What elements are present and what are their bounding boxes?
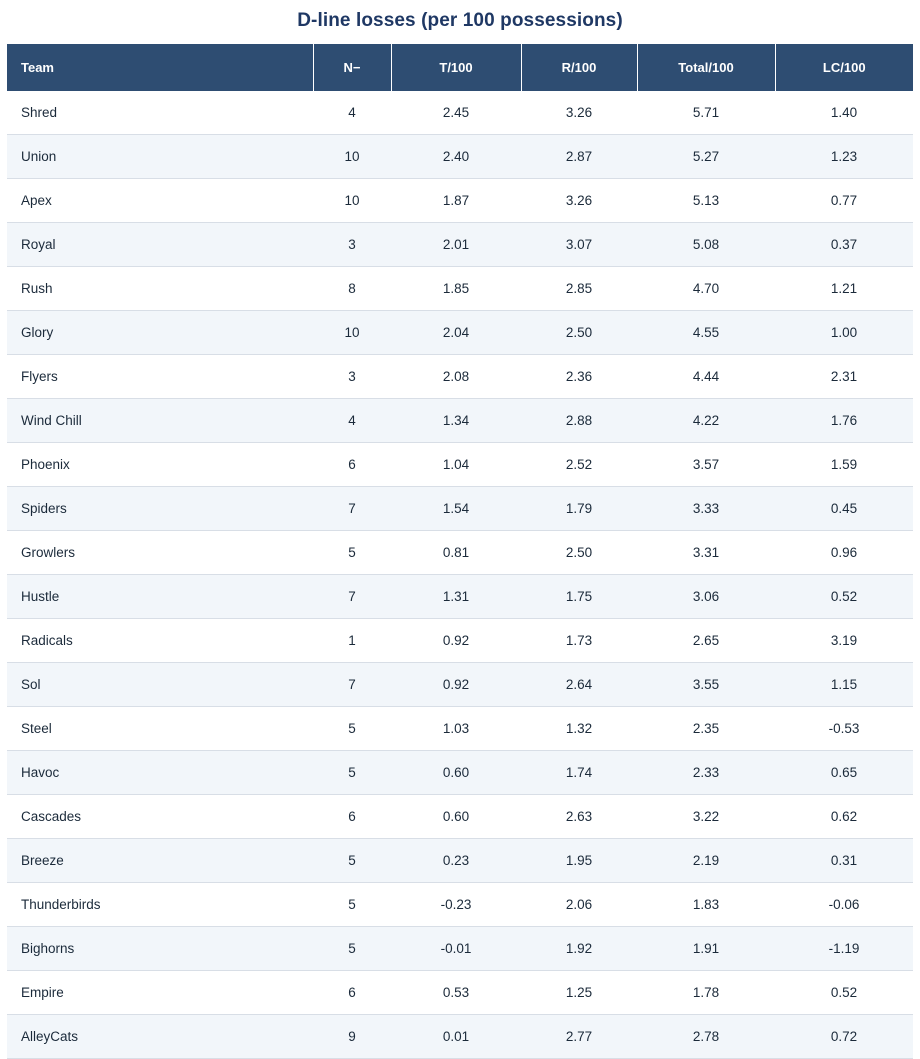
cell-team: Union bbox=[7, 135, 313, 179]
cell-total100: 3.22 bbox=[637, 795, 775, 839]
cell-t100: 1.03 bbox=[391, 707, 521, 751]
cell-team: Bighorns bbox=[7, 927, 313, 971]
cell-r100: 2.63 bbox=[521, 795, 637, 839]
cell-t100: 2.45 bbox=[391, 91, 521, 135]
table-header-row bbox=[7, 44, 913, 91]
cell-team: AlleyCats bbox=[7, 1015, 313, 1059]
cell-total100: 5.08 bbox=[637, 223, 775, 267]
cell-n: 5 bbox=[313, 839, 391, 883]
table-row bbox=[7, 883, 913, 927]
cell-lc100: -0.53 bbox=[775, 707, 913, 751]
cell-r100: 1.74 bbox=[521, 751, 637, 795]
cell-n: 5 bbox=[313, 531, 391, 575]
cell-team: Apex bbox=[7, 179, 313, 223]
cell-team: Royal bbox=[7, 223, 313, 267]
cell-r100: 3.26 bbox=[521, 91, 637, 135]
cell-t100: 2.40 bbox=[391, 135, 521, 179]
cell-total100: 2.65 bbox=[637, 619, 775, 663]
cell-t100: 0.23 bbox=[391, 839, 521, 883]
cell-r100: 3.07 bbox=[521, 223, 637, 267]
cell-n: 1 bbox=[313, 619, 391, 663]
cell-t100: 2.01 bbox=[391, 223, 521, 267]
cell-t100: 1.34 bbox=[391, 399, 521, 443]
cell-lc100: -1.19 bbox=[775, 927, 913, 971]
cell-team: Growlers bbox=[7, 531, 313, 575]
cell-lc100: 0.62 bbox=[775, 795, 913, 839]
cell-total100: 4.44 bbox=[637, 355, 775, 399]
cell-lc100: 1.15 bbox=[775, 663, 913, 707]
cell-r100: 2.87 bbox=[521, 135, 637, 179]
page-title: D-line losses (per 100 possessions) bbox=[297, 10, 623, 31]
cell-t100: 0.92 bbox=[391, 663, 521, 707]
table-row bbox=[7, 355, 913, 399]
cell-r100: 1.95 bbox=[521, 839, 637, 883]
table-row bbox=[7, 487, 913, 531]
table-row bbox=[7, 267, 913, 311]
cell-t100: 0.01 bbox=[391, 1015, 521, 1059]
cell-t100: 0.60 bbox=[391, 795, 521, 839]
cell-team: Rush bbox=[7, 267, 313, 311]
cell-n: 3 bbox=[313, 355, 391, 399]
cell-lc100: 1.59 bbox=[775, 443, 913, 487]
table-row bbox=[7, 223, 913, 267]
cell-t100: 1.54 bbox=[391, 487, 521, 531]
cell-team: Phoenix bbox=[7, 443, 313, 487]
cell-total100: 2.19 bbox=[637, 839, 775, 883]
cell-total100: 4.55 bbox=[637, 311, 775, 355]
cell-team: Shred bbox=[7, 91, 313, 135]
cell-team: Cascades bbox=[7, 795, 313, 839]
cell-team: Thunderbirds bbox=[7, 883, 313, 927]
cell-r100: 2.88 bbox=[521, 399, 637, 443]
cell-total100: 5.71 bbox=[637, 91, 775, 135]
cell-lc100: 0.77 bbox=[775, 179, 913, 223]
cell-n: 7 bbox=[313, 663, 391, 707]
cell-t100: 0.53 bbox=[391, 971, 521, 1015]
cell-n: 8 bbox=[313, 267, 391, 311]
cell-lc100: 0.52 bbox=[775, 575, 913, 619]
table-row bbox=[7, 751, 913, 795]
cell-team: Sol bbox=[7, 663, 313, 707]
cell-team: Havoc bbox=[7, 751, 313, 795]
cell-team: Empire bbox=[7, 971, 313, 1015]
cell-r100: 2.64 bbox=[521, 663, 637, 707]
cell-lc100: -0.06 bbox=[775, 883, 913, 927]
cell-total100: 4.70 bbox=[637, 267, 775, 311]
cell-lc100: 0.72 bbox=[775, 1015, 913, 1059]
cell-total100: 4.22 bbox=[637, 399, 775, 443]
cell-r100: 1.32 bbox=[521, 707, 637, 751]
cell-n: 7 bbox=[313, 575, 391, 619]
cell-team: Steel bbox=[7, 707, 313, 751]
cell-t100: 1.31 bbox=[391, 575, 521, 619]
cell-t100: 1.85 bbox=[391, 267, 521, 311]
cell-team: Wind Chill bbox=[7, 399, 313, 443]
cell-lc100: 0.31 bbox=[775, 839, 913, 883]
cell-t100: 1.87 bbox=[391, 179, 521, 223]
cell-r100: 1.92 bbox=[521, 927, 637, 971]
cell-n: 7 bbox=[313, 487, 391, 531]
cell-total100: 5.13 bbox=[637, 179, 775, 223]
cell-r100: 2.06 bbox=[521, 883, 637, 927]
table-row bbox=[7, 707, 913, 751]
cell-r100: 1.75 bbox=[521, 575, 637, 619]
cell-n: 10 bbox=[313, 179, 391, 223]
cell-lc100: 2.31 bbox=[775, 355, 913, 399]
cell-n: 3 bbox=[313, 223, 391, 267]
cell-lc100: 0.96 bbox=[775, 531, 913, 575]
cell-r100: 1.79 bbox=[521, 487, 637, 531]
cell-total100: 5.27 bbox=[637, 135, 775, 179]
cell-lc100: 1.23 bbox=[775, 135, 913, 179]
cell-t100: 0.60 bbox=[391, 751, 521, 795]
cell-lc100: 1.00 bbox=[775, 311, 913, 355]
cell-total100: 3.57 bbox=[637, 443, 775, 487]
cell-n: 6 bbox=[313, 971, 391, 1015]
cell-t100: 1.04 bbox=[391, 443, 521, 487]
cell-lc100: 1.76 bbox=[775, 399, 913, 443]
cell-lc100: 1.40 bbox=[775, 91, 913, 135]
cell-t100: -0.23 bbox=[391, 883, 521, 927]
table-row bbox=[7, 927, 913, 971]
cell-n: 6 bbox=[313, 795, 391, 839]
column-header-n[interactable]: N− bbox=[313, 44, 391, 91]
table-row bbox=[7, 1015, 913, 1059]
cell-n: 5 bbox=[313, 927, 391, 971]
cell-total100: 3.06 bbox=[637, 575, 775, 619]
table-row bbox=[7, 839, 913, 883]
table-header bbox=[7, 44, 913, 91]
table-row bbox=[7, 91, 913, 135]
cell-r100: 2.36 bbox=[521, 355, 637, 399]
cell-r100: 1.73 bbox=[521, 619, 637, 663]
cell-total100: 1.91 bbox=[637, 927, 775, 971]
cell-t100: 2.04 bbox=[391, 311, 521, 355]
cell-total100: 3.55 bbox=[637, 663, 775, 707]
cell-team: Spiders bbox=[7, 487, 313, 531]
cell-team: Flyers bbox=[7, 355, 313, 399]
cell-r100: 2.77 bbox=[521, 1015, 637, 1059]
cell-team: Radicals bbox=[7, 619, 313, 663]
cell-lc100: 0.37 bbox=[775, 223, 913, 267]
cell-total100: 3.33 bbox=[637, 487, 775, 531]
table-row bbox=[7, 311, 913, 355]
table-row bbox=[7, 135, 913, 179]
dline-losses-table bbox=[7, 44, 913, 1059]
cell-n: 5 bbox=[313, 883, 391, 927]
column-header-lc100[interactable]: LC/100 bbox=[775, 44, 913, 91]
table-row bbox=[7, 795, 913, 839]
cell-n: 4 bbox=[313, 399, 391, 443]
cell-team: Glory bbox=[7, 311, 313, 355]
cell-n: 9 bbox=[313, 1015, 391, 1059]
cell-total100: 1.83 bbox=[637, 883, 775, 927]
cell-n: 10 bbox=[313, 135, 391, 179]
cell-total100: 2.35 bbox=[637, 707, 775, 751]
column-header-team[interactable]: Team bbox=[7, 44, 313, 91]
cell-total100: 2.33 bbox=[637, 751, 775, 795]
cell-team: Hustle bbox=[7, 575, 313, 619]
cell-t100: 0.81 bbox=[391, 531, 521, 575]
cell-n: 10 bbox=[313, 311, 391, 355]
cell-n: 5 bbox=[313, 707, 391, 751]
cell-lc100: 3.19 bbox=[775, 619, 913, 663]
cell-lc100: 1.21 bbox=[775, 267, 913, 311]
cell-lc100: 0.65 bbox=[775, 751, 913, 795]
table-body bbox=[7, 91, 913, 1059]
table-row bbox=[7, 663, 913, 707]
cell-total100: 2.78 bbox=[637, 1015, 775, 1059]
cell-t100: 0.92 bbox=[391, 619, 521, 663]
cell-team: Breeze bbox=[7, 839, 313, 883]
table-row bbox=[7, 575, 913, 619]
cell-n: 4 bbox=[313, 91, 391, 135]
cell-total100: 1.78 bbox=[637, 971, 775, 1015]
cell-r100: 3.26 bbox=[521, 179, 637, 223]
table-row bbox=[7, 399, 913, 443]
column-header-r100[interactable]: R/100 bbox=[521, 44, 637, 91]
column-header-t100[interactable]: T/100 bbox=[391, 44, 521, 91]
cell-r100: 1.25 bbox=[521, 971, 637, 1015]
cell-n: 5 bbox=[313, 751, 391, 795]
cell-r100: 2.85 bbox=[521, 267, 637, 311]
cell-t100: -0.01 bbox=[391, 927, 521, 971]
cell-r100: 2.52 bbox=[521, 443, 637, 487]
column-header-total100[interactable]: Total/100 bbox=[637, 44, 775, 91]
table-row bbox=[7, 971, 913, 1015]
table-row bbox=[7, 443, 913, 487]
cell-n: 6 bbox=[313, 443, 391, 487]
cell-r100: 2.50 bbox=[521, 531, 637, 575]
cell-lc100: 0.45 bbox=[775, 487, 913, 531]
table-row bbox=[7, 531, 913, 575]
cell-t100: 2.08 bbox=[391, 355, 521, 399]
cell-total100: 3.31 bbox=[637, 531, 775, 575]
table-row bbox=[7, 619, 913, 663]
table-row bbox=[7, 179, 913, 223]
cell-lc100: 0.52 bbox=[775, 971, 913, 1015]
cell-r100: 2.50 bbox=[521, 311, 637, 355]
